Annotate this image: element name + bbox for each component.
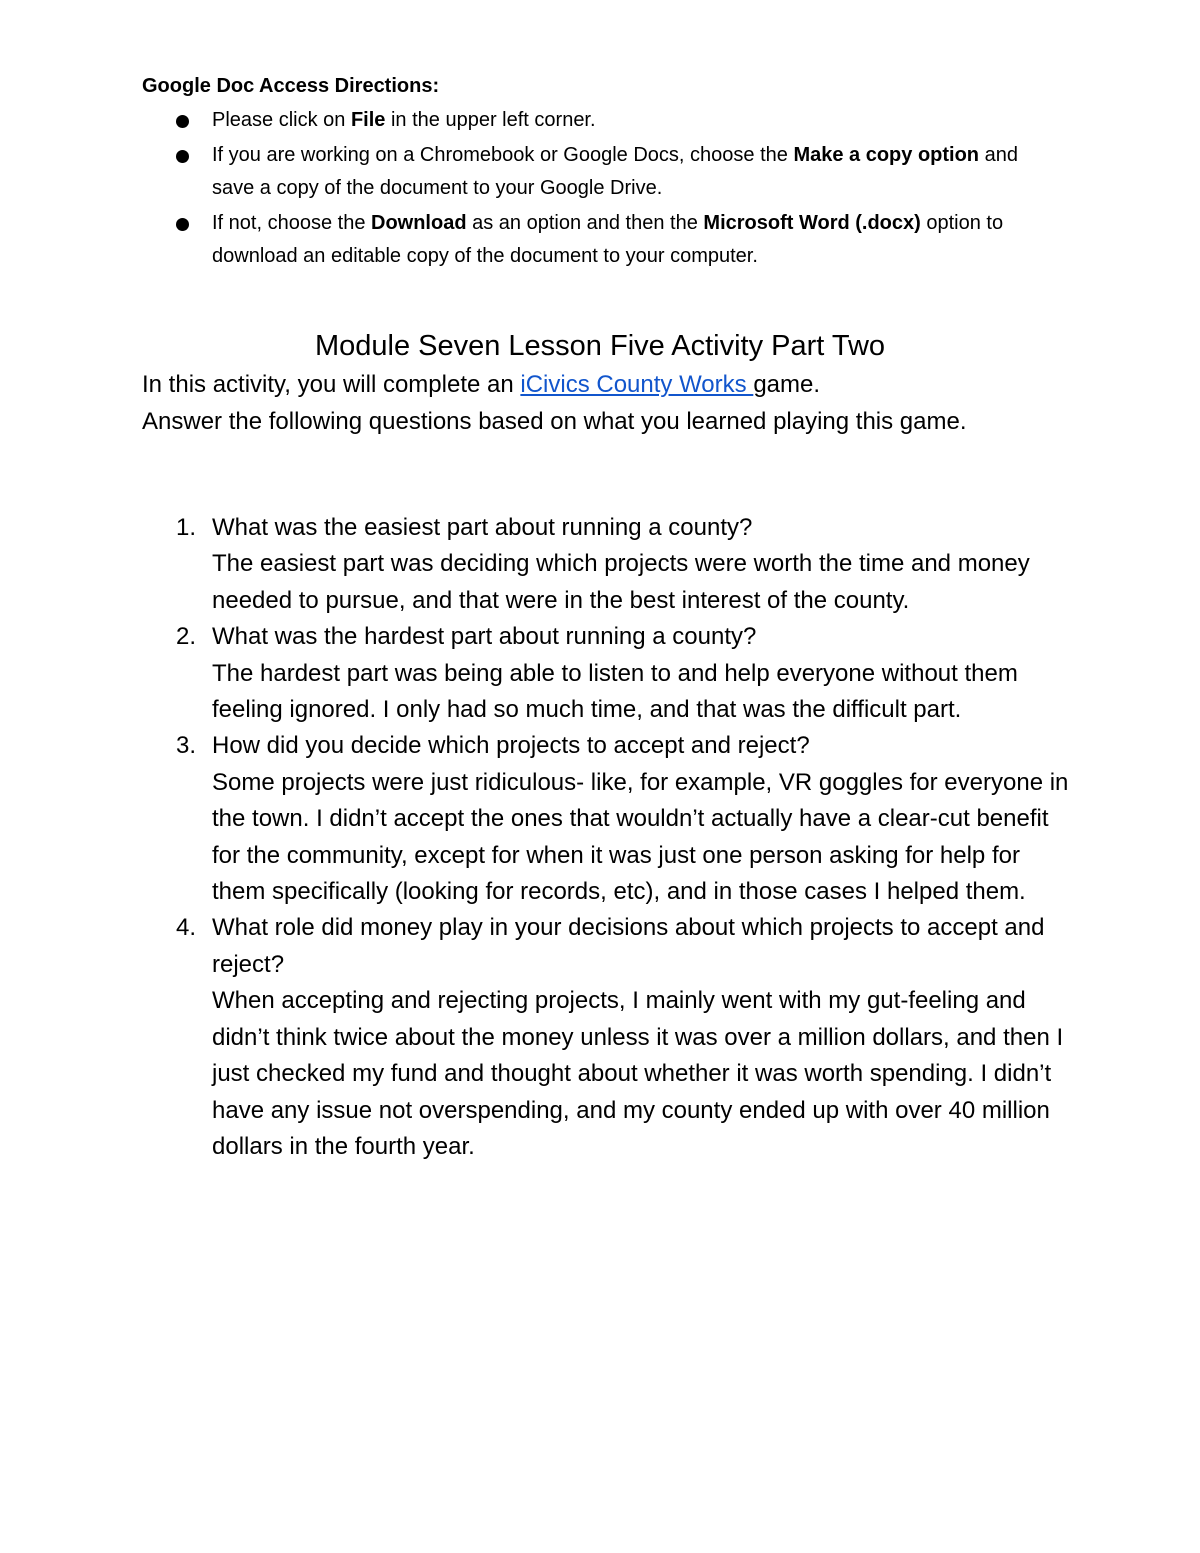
- directions-list: [142, 104, 1062, 275]
- question-text: How did you decide which projects to accept and reject?: [212, 732, 810, 760]
- question-list: [142, 510, 1072, 1165]
- bullet-dot-icon: [176, 150, 189, 163]
- direction-text: Please click on: [212, 109, 351, 131]
- direction-bold-text: Make a copy option: [793, 144, 980, 166]
- intro-line-2: Answer the following questions based on what you learned playing this game.: [142, 408, 967, 435]
- answer-text: When accepting and rejecting projects, I mainly went with my gut-feeling and didn’t think twice about the money unless it was over a million dollars, and then I just checked my fund and thought about whether it was worth spending. I didn’t have any issue not overspending, and my county ended up with over 40 million dollars in the fourth year.: [212, 987, 1064, 1160]
- direction-bold-text: Microsoft Word (.docx): [703, 212, 921, 234]
- direction-text: in the upper left corner.: [385, 109, 596, 131]
- bullet-dot-icon: [176, 218, 189, 231]
- answer-text: The hardest part was being able to listen to and help everyone without them feeling ignored. I only had so much time, and that was the difficult part.: [212, 659, 1018, 724]
- answer-text: Some projects were just ridiculous- like, for example, VR goggles for everyone in the town. I didn’t accept the ones that wouldn’t actually have a clear-cut benefit for the community, except for when it was just one person asking for help for them specifically (looking for records, etc), and in those cases I helped them.: [212, 768, 1069, 906]
- intro-text-after-link: game.: [753, 371, 821, 398]
- answer-text: The easiest part was deciding which projects were worth the time and money needed to pursue, and that were in the best interest of the county.: [212, 550, 1030, 614]
- question-text: What was the hardest part about running a county?: [212, 623, 757, 651]
- question-number: 3.: [176, 732, 197, 760]
- question-number: 1.: [176, 514, 197, 541]
- direction-item: [142, 207, 1062, 273]
- question-text: What role did money play in your decisions about which projects to accept and reject?: [212, 914, 1045, 978]
- direction-bold-text: File: [350, 109, 386, 131]
- direction-text: and save a copy of the document to your Google Drive.: [212, 144, 1018, 199]
- direction-bold-text: Download: [371, 212, 467, 234]
- direction-item: [142, 139, 1062, 205]
- direction-text: as an option and then the: [466, 212, 704, 234]
- bullet-dot-icon: [176, 115, 189, 128]
- intro-line-1: [142, 366, 1062, 403]
- intro: [142, 366, 1062, 440]
- question-item: [142, 619, 1072, 728]
- question-item: [142, 728, 1072, 910]
- question-number: 4.: [176, 914, 197, 942]
- direction-item: [142, 104, 1062, 137]
- direction-text: option to download an editable copy of the document to your computer.: [212, 212, 1004, 267]
- question-item: [142, 910, 1072, 1165]
- direction-text: If not, choose the: [212, 212, 371, 234]
- icivics-county-works-link[interactable]: iCivics County Works: [520, 371, 754, 398]
- intro-text-before-link: In this activity, you will complete an: [142, 371, 521, 398]
- question-text: What was the easiest part about running a county?: [212, 514, 753, 541]
- module-title: Module Seven Lesson Five Activity Part Two: [314, 330, 886, 362]
- question-number: 2.: [176, 623, 197, 651]
- directions-title: Google Doc Access Directions:: [142, 75, 440, 97]
- question-item: [142, 510, 1072, 619]
- direction-text: If you are working on a Chromebook or Google Docs, choose the: [212, 144, 794, 166]
